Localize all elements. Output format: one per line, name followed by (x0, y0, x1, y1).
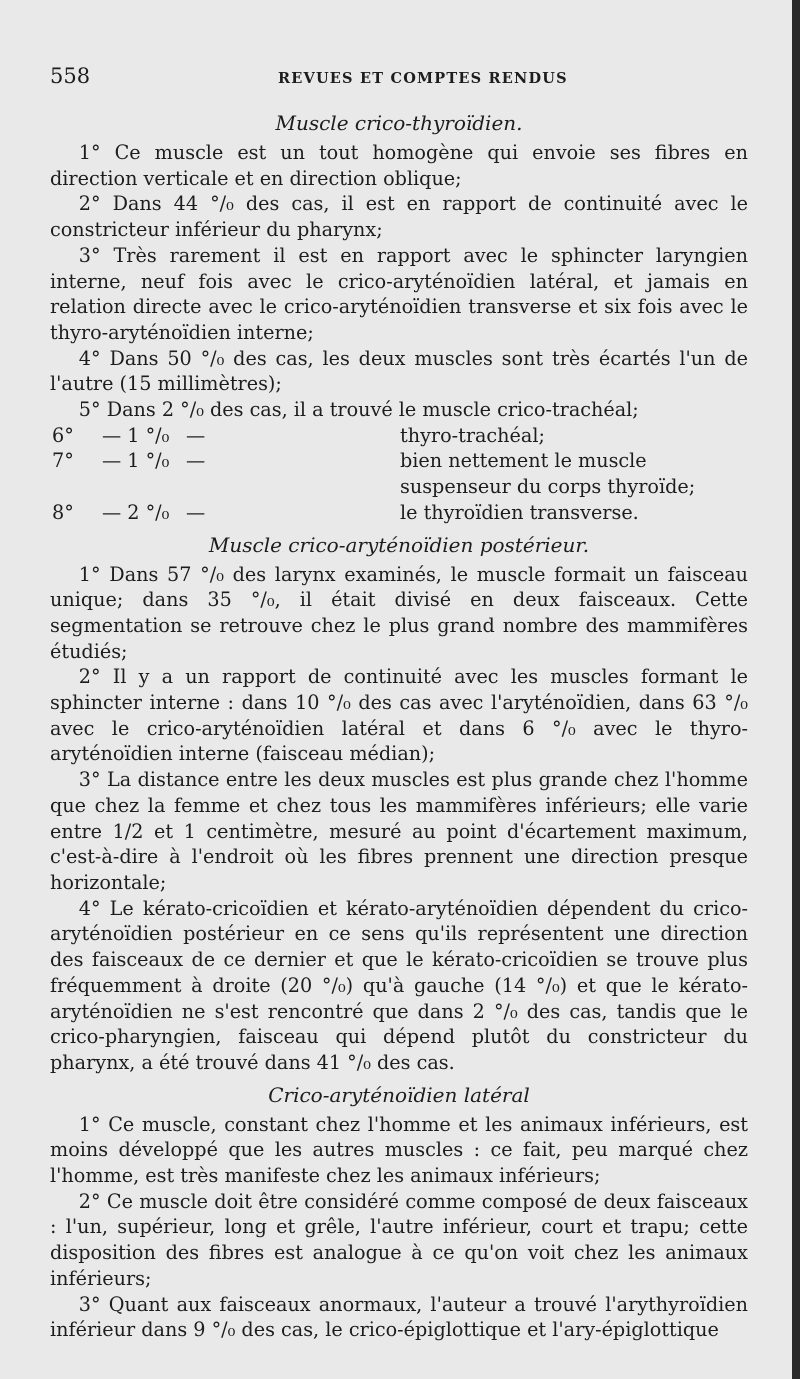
paragraph: 2° Il y a un rapport de continuité avec les muscles formant le sphincter interne : dans 10 °/₀ des cas avec l'aryténoïdien, dans 63 °/₀ avec le crico-aryténoïdien latéral et dans 6 °/₀ avec le thyro-aryténoïdien interne (faisceau médian); (50, 665, 748, 766)
enum-row (50, 448, 748, 499)
enum-ditto: — (186, 423, 206, 447)
enum-number: 6° (52, 423, 74, 447)
enum-text: bien nettement le muscle suspenseur du corps thyroïde; (400, 449, 696, 499)
paragraph: 3° Très rarement il est en rapport avec le sphincter laryngien interne, neuf fois avec le crico-aryténoïdien latéral, et jamais en relation directe avec le crico-aryténoïdien transverse et six fois avec le thyro-aryténoïdien interne; (50, 243, 748, 344)
section-crico-arytenoidien-lateral (50, 1080, 748, 1343)
section-title: Crico-aryténoïdien latéral (268, 1082, 530, 1107)
enum-row (50, 423, 748, 449)
running-title: REVUES ET COMPTES RENDUS (278, 70, 568, 87)
enum-text: thyro-trachéal; (400, 423, 545, 447)
paragraph: 1° Ce muscle est un tout homogène qui envoie ses fibres en direction verticale et en direction oblique; (50, 141, 748, 190)
section-crico-arytenoidien-posterieur (50, 530, 748, 1076)
enum-number: 7° (52, 449, 74, 473)
enum-ditto: — (186, 449, 206, 473)
paragraph: 5° Dans 2 °/₀ des cas, il a trouvé le muscle crico-trachéal; (78, 398, 639, 422)
paragraph: 4° Dans 50 °/₀ des cas, les deux muscles sont très écartés l'un de l'autre (15 millimètres); (50, 346, 748, 396)
paragraph: 3° La distance entre les deux muscles est plus grande chez l'homme que chez la femme et chez tous les mammifères inférieurs; elle varie entre 1/2 et 1 centimètre, mesuré au point d'écartement maximum, c'est-à-dire à l'endroit où les fibres prennent une direction presque horizontale; (50, 768, 748, 894)
enum-row (50, 500, 748, 526)
page-edge-shadow (792, 0, 800, 1379)
paragraph: 3° Quant aux faisceaux anormaux, l'auteur a trouvé l'arythyroïdien inférieur dans 9 °/₀ des cas, le crico-épiglottique et l'ary-épiglottique (50, 1292, 748, 1342)
section-title: Muscle crico-thyroïdien. (275, 111, 523, 135)
paragraph: 4° Le kérato-cricoïdien et kérato-aryténoïdien dépendent du crico-aryténoïdien postérieur en ce sens qu'ils représentent une direction des faisceaux de ce dernier et que le kérato-cricoïdien se trouve plus fréquemment à droite (20 °/₀) qu'à gauche (14 °/₀) et que le kérato-aryténoïdien ne s'est rencontré que dans 2 °/₀ des cas, tandis que le crico-pharyngien, faisceau qui dépend plutôt du constricteur du pharynx, a été trouvé dans 41 °/₀ des cas. (50, 896, 748, 1074)
enum-percent: — 1 °/₀ (102, 423, 170, 447)
enum-text: le thyroïdien transverse. (400, 500, 639, 524)
enum-ditto: — (186, 500, 206, 524)
page-header (50, 64, 748, 104)
paragraph: 2° Ce muscle doit être considéré comme composé de deux faisceaux : l'un, supérieur, long et grêle, l'autre inférieur, court et trapu; cette disposition des fibres est analogue à ce qu'on voit chez les animaux inférieurs; (50, 1189, 748, 1290)
section-crico-thyroidien (50, 108, 748, 526)
paragraph: 1° Dans 57 °/₀ des larynx examinés, le muscle formait un faisceau unique; dans 35 °/₀, il était divisé en deux faisceaux. Cette segmentation se retrouve chez le plus grand nombre des mammifères étudiés; (50, 562, 748, 663)
enumeration-table (50, 423, 748, 526)
enum-percent: — 1 °/₀ (102, 449, 170, 473)
enum-number: 8° (52, 500, 74, 524)
paragraph: 2° Dans 44 °/₀ des cas, il est en rapport de continuité avec le constricteur inférieur du pharynx; (50, 192, 748, 242)
paragraph: 1° Ce muscle, constant chez l'homme et les animaux inférieurs, est moins développé que les autres muscles : ce fait, peu marqué chez l'homme, est très manifeste chez les animaux inférieurs; (50, 1112, 748, 1188)
enum-percent: — 2 °/₀ (102, 500, 170, 524)
section-title: Muscle crico-aryténoïdien postérieur. (208, 532, 590, 557)
page-number: 558 (50, 64, 91, 88)
